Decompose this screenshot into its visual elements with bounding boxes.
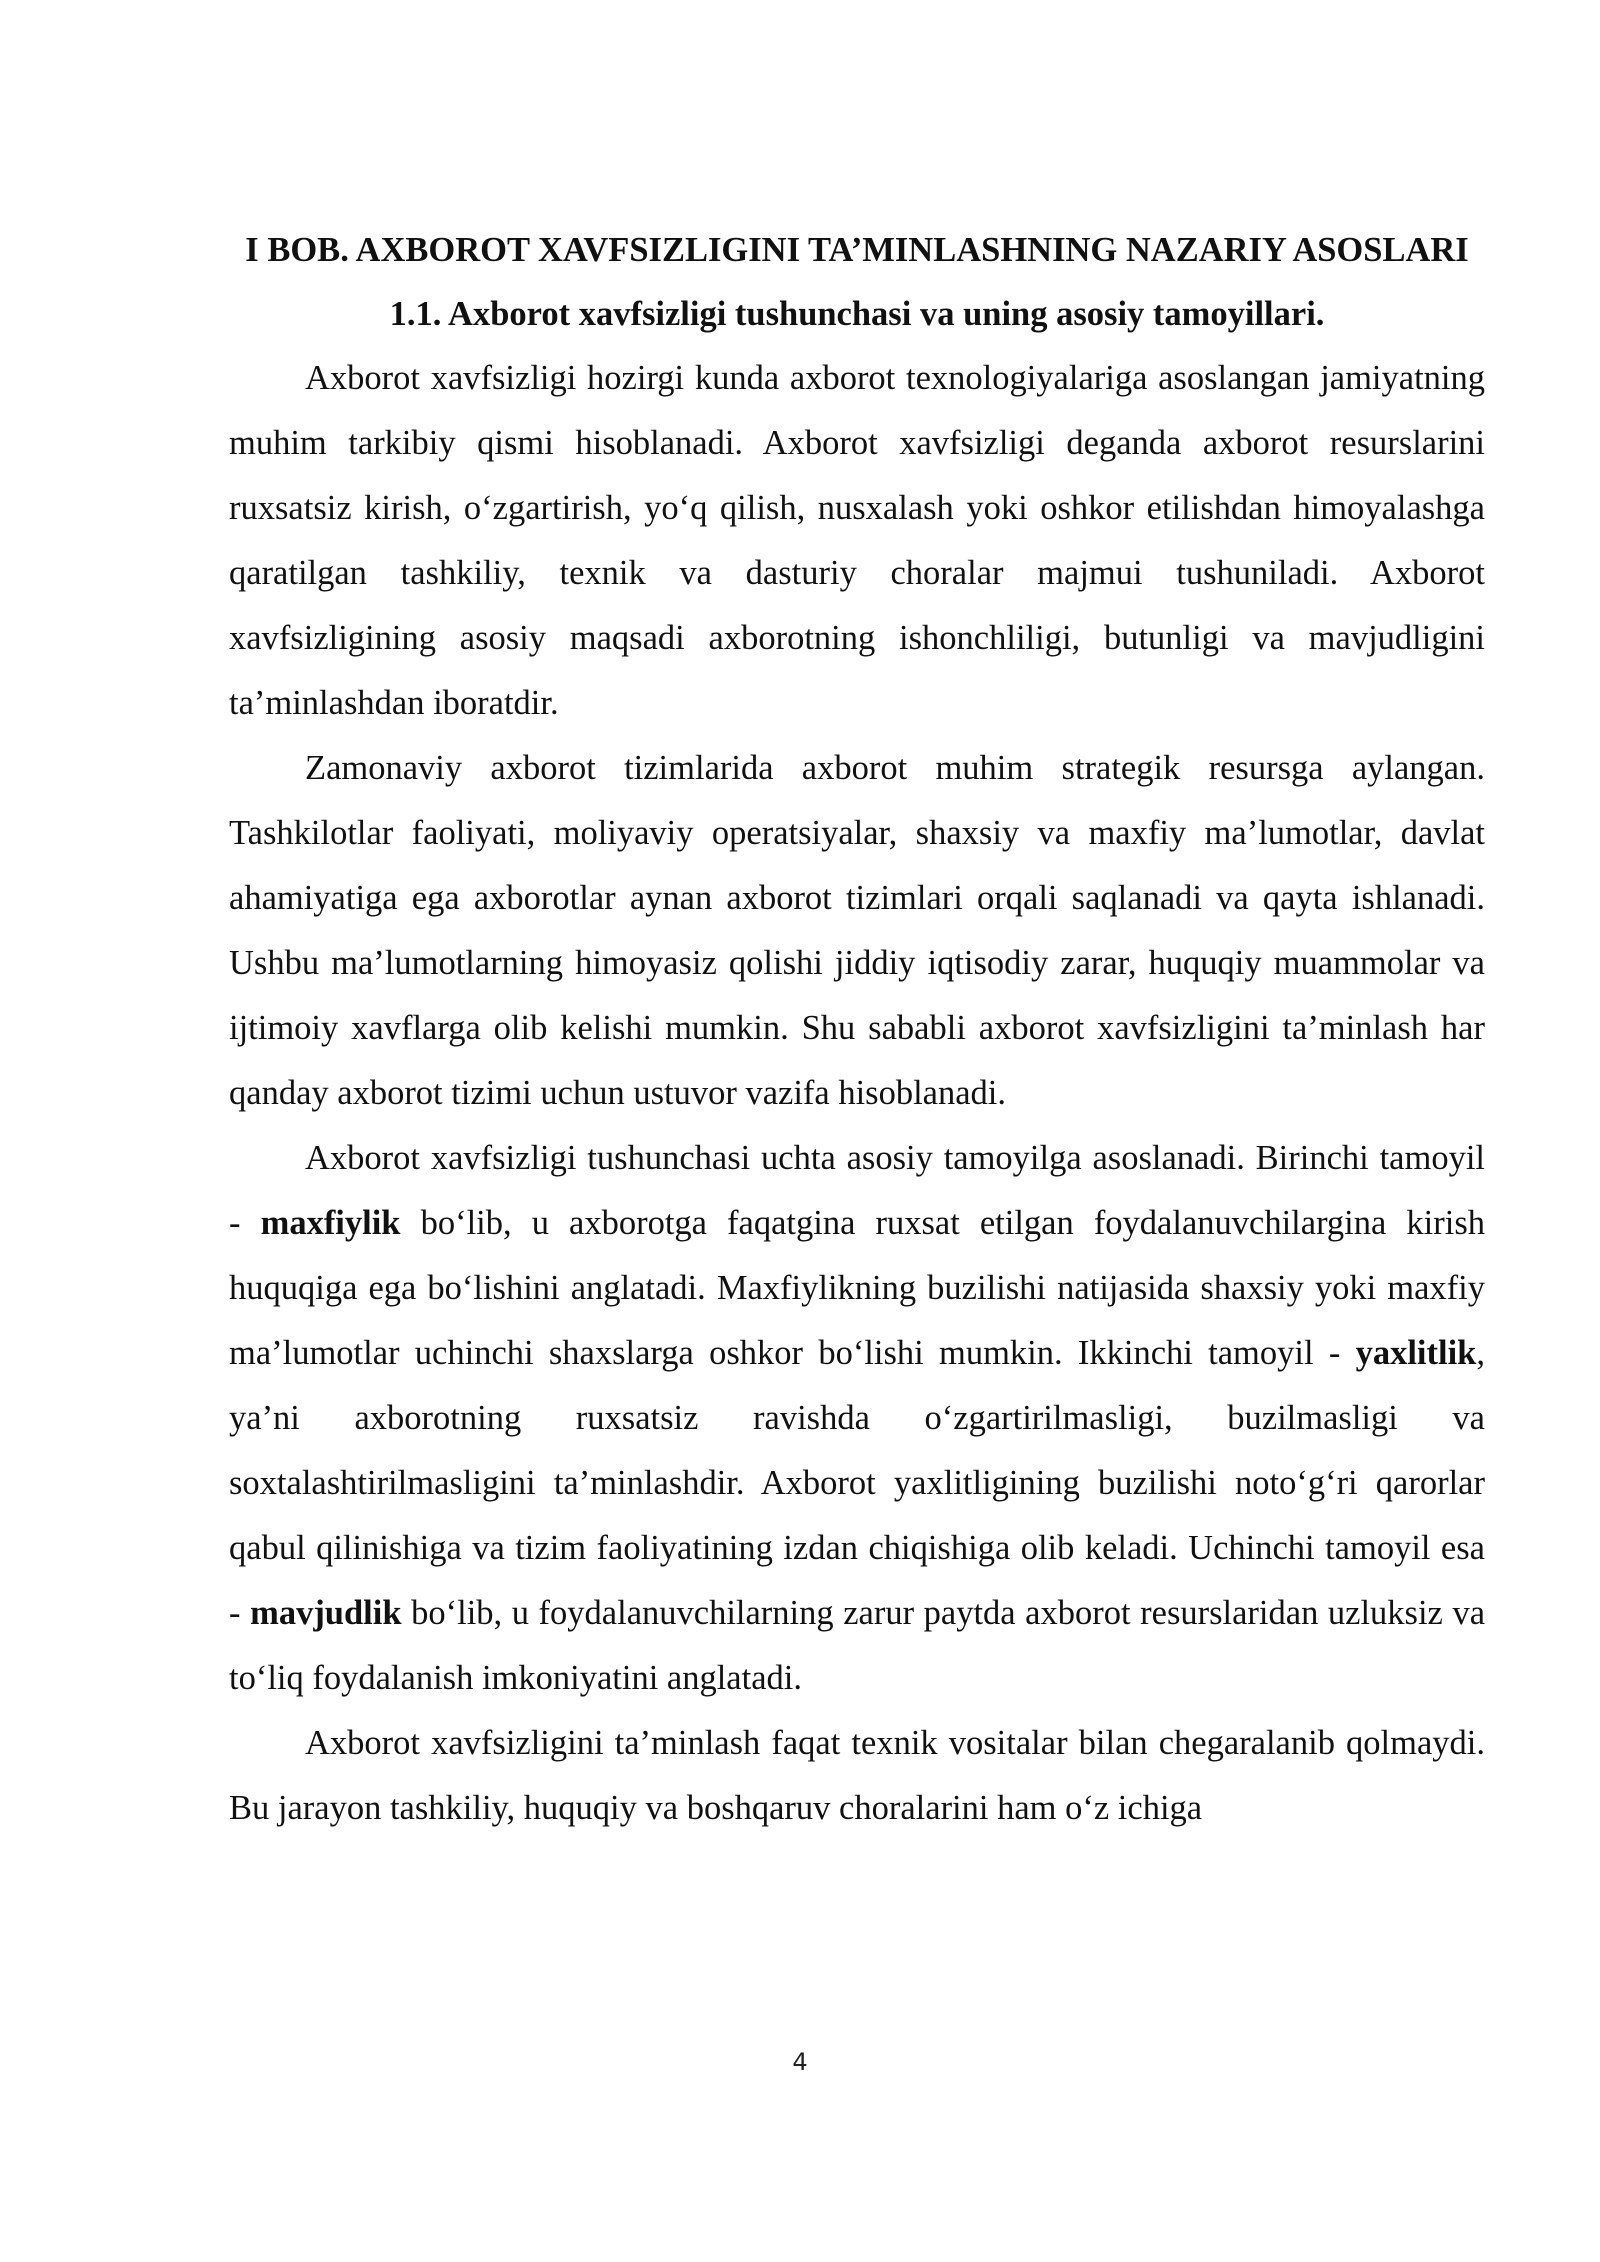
section-title: 1.1. Axborot xavfsizligi tushunchasi va uning asosiy tamoyillari. xyxy=(389,295,1325,333)
paragraph-4: Axborot xavfsizligini ta’minlash faqat texnik vositalar bilan chegaralanib qolmaydi. Bu jarayon tashkiliy, huquqiy va boshqaruv choralarini ham o‘z ichiga xyxy=(229,1724,1485,1827)
term-mavjudlik: mavjudlik xyxy=(250,1594,402,1632)
paragraph-principles-text-4: bo‘lib, u foydalanuvchilarning zarur paytda axborot resurslaridan uzluksiz va to‘liq foydalanish imkoniyatini anglatadi. xyxy=(229,1594,1486,1697)
paragraph-1: Axborot xavfsizligi hozirgi kunda axborot texnologiyalariga asoslangan jamiyatning muhim tarkibiy qismi hisoblanadi. Axborot xavfsizligi deganda axborot resurslarini ruxsatsiz kirish, o‘zgartirish, yo‘q qilish, nusxalash yoki oshkor etilishdan himoyalashga qaratilgan tashkiliy, texnik va dasturiy choralar majmui tushuniladi. Axborot xavfsizligining asosiy maqsadi axborotning ishonchliligi, butunligi va mavjudligini ta’minlashdan iboratdir. xyxy=(229,359,1485,722)
paragraph-2: Zamonaviy axborot tizimlarida axborot muhim strategik resursga aylangan. Tashkilotlar faoliyati, moliyaviy operatsiyalar, shaxsiy va maxfiy ma’lumotlar, davlat ahamiyatiga ega axborotlar aynan axborot tizimlari orqali saqlanadi va qayta ishlanadi. Ushbu ma’lumotlarning himoyasiz qolishi jiddiy iqtisodiy zarar, huquqiy muammolar va ijtimoiy xavflarga olib kelishi mumkin. Shu sababli axborot xavfsizligini ta’minlash har qanday axborot tizimi uchun ustuvor vazifa hisoblanadi. xyxy=(229,749,1485,1112)
term-yaxlitlik: yaxlitlik xyxy=(1355,1334,1477,1372)
term-maxfiylik: maxfiylik xyxy=(260,1204,401,1242)
paragraph-principles-text-2: bo‘lib, u axborotga faqatgina ruxsat etilgan foydalanuvchilargina kirish huquqiga ega bo‘lishini anglatadi. Maxfiylikning buzilishi natijasida shaxsiy yoki maxfiy ma’lumotlar uchinchi shaxslarga oshkor bo‘lishi mumkin. Ikkinchi tamoyil - xyxy=(229,1204,1485,1372)
chapter-title: I BOB. AXBOROT XAVFSIZLIGINI TA’MINLASHNING NAZARIY ASOSLARI xyxy=(245,231,1469,269)
paragraph-principles-text-1: Axborot xavfsizligi tushunchasi uchta asosiy tamoyilga asoslanadi. Birinchi tamoyil - xyxy=(229,1139,1485,1242)
page-number: 4 xyxy=(792,2048,808,2076)
page-content xyxy=(229,218,1485,1841)
paragraph-principles-text-3: , ya’ni axborotning ruxsatsiz ravishda o‘zgartirilmasligi, buzilmasligi va soxtalashtirilmasligini ta’minlashdir. Axborot yaxlitligining buzilishi noto‘g‘ri qarorlar qabul qilinishiga va tizim faoliyatining izdan chiqishiga olib keladi. Uchinchi tamoyil esa - xyxy=(229,1334,1485,1632)
paragraph-principles xyxy=(229,1126,1485,1711)
